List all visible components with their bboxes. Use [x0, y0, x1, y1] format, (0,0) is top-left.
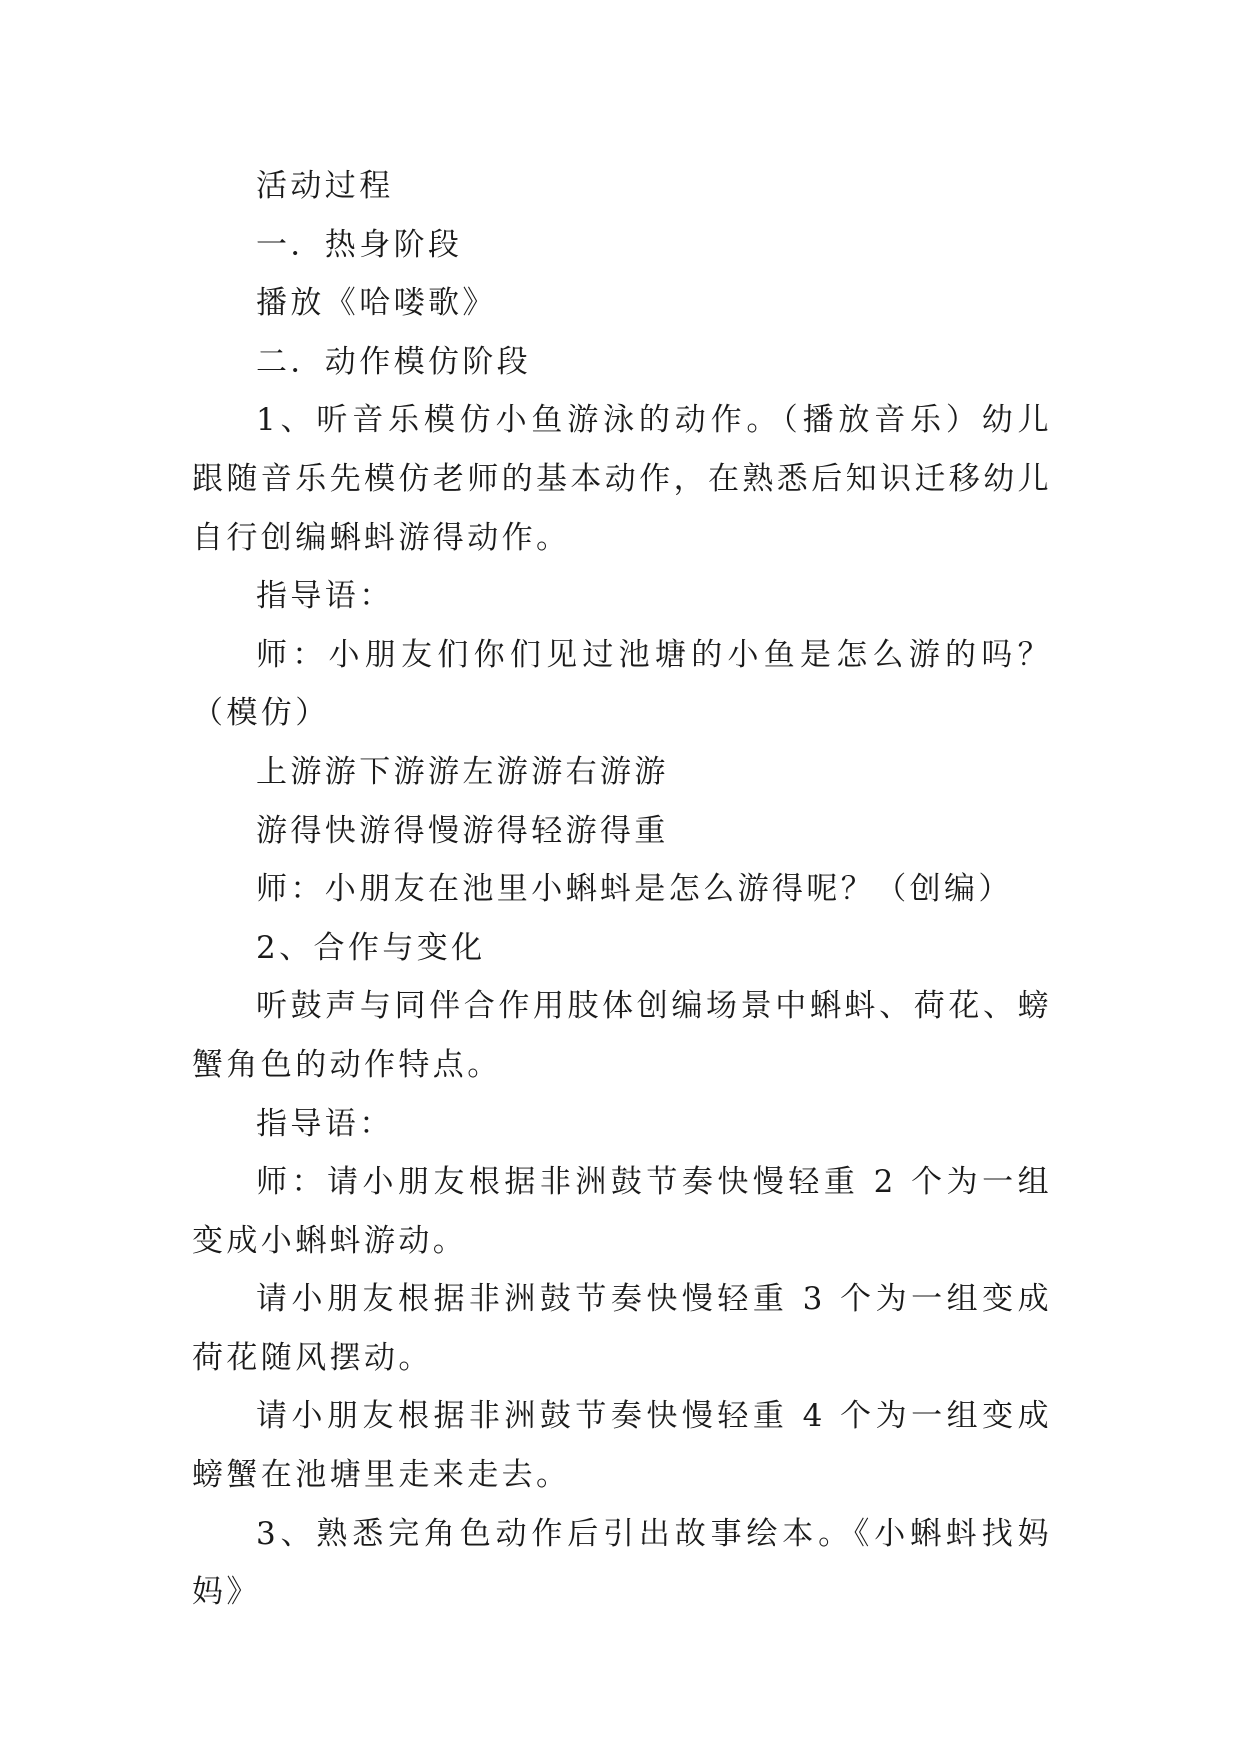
teacher-line-group-2: 师：请小朋友根据非洲鼓节奏快慢轻重 2 个为一组变成小蝌蚪游动。: [192, 1164, 1052, 1259]
guidance-label: 指导语：: [256, 1105, 394, 1142]
paragraph-step-1: 1、听音乐模仿小鱼游泳的动作。（播放音乐）幼儿跟随音乐先模仿老师的基本动作，在熟悉后知识迁移幼儿自行创编蝌蚪游得动作。: [192, 402, 1052, 556]
paragraph-step-2: 2、合作与变化: [256, 929, 486, 966]
paragraph-group-4: 请小朋友根据非洲鼓节奏快慢轻重 4 个为一组变成螃蟹在池塘里走来走去。: [192, 1398, 1052, 1494]
teacher-line-fish: 师：小朋友们你们见过池塘的小鱼是怎么游的吗？（模仿）: [192, 636, 1052, 732]
chant-line-1: 上游游下游游左游游右游游: [256, 753, 669, 790]
document-body: [192, 157, 1052, 1622]
paragraph-drum-cooperation: 听鼓声与同伴合作用肢体创编场景中蝌蚪、荷花、螃蟹角色的动作特点。: [192, 988, 1052, 1083]
section-heading-activity-process: 活动过程: [256, 168, 394, 204]
teacher-line-tadpole: 师：小朋友在池里小蝌蚪是怎么游得呢？（创编）: [256, 871, 1013, 908]
guidance-label: 指导语：: [256, 578, 394, 615]
paragraph-play-song: 播放《哈喽歌》: [256, 285, 497, 322]
stage-heading-warmup: 一．热身阶段: [256, 226, 463, 263]
stage-heading-imitation: 二．动作模仿阶段: [256, 343, 532, 380]
paragraph-step-3: 3、熟悉完角色动作后引出故事绘本。《小蝌蚪找妈妈》: [192, 1515, 1052, 1611]
chant-line-2: 游得快游得慢游得轻游得重: [256, 812, 669, 849]
paragraph-group-3: 请小朋友根据非洲鼓节奏快慢轻重 3 个为一组变成荷花随风摆动。: [192, 1281, 1052, 1376]
